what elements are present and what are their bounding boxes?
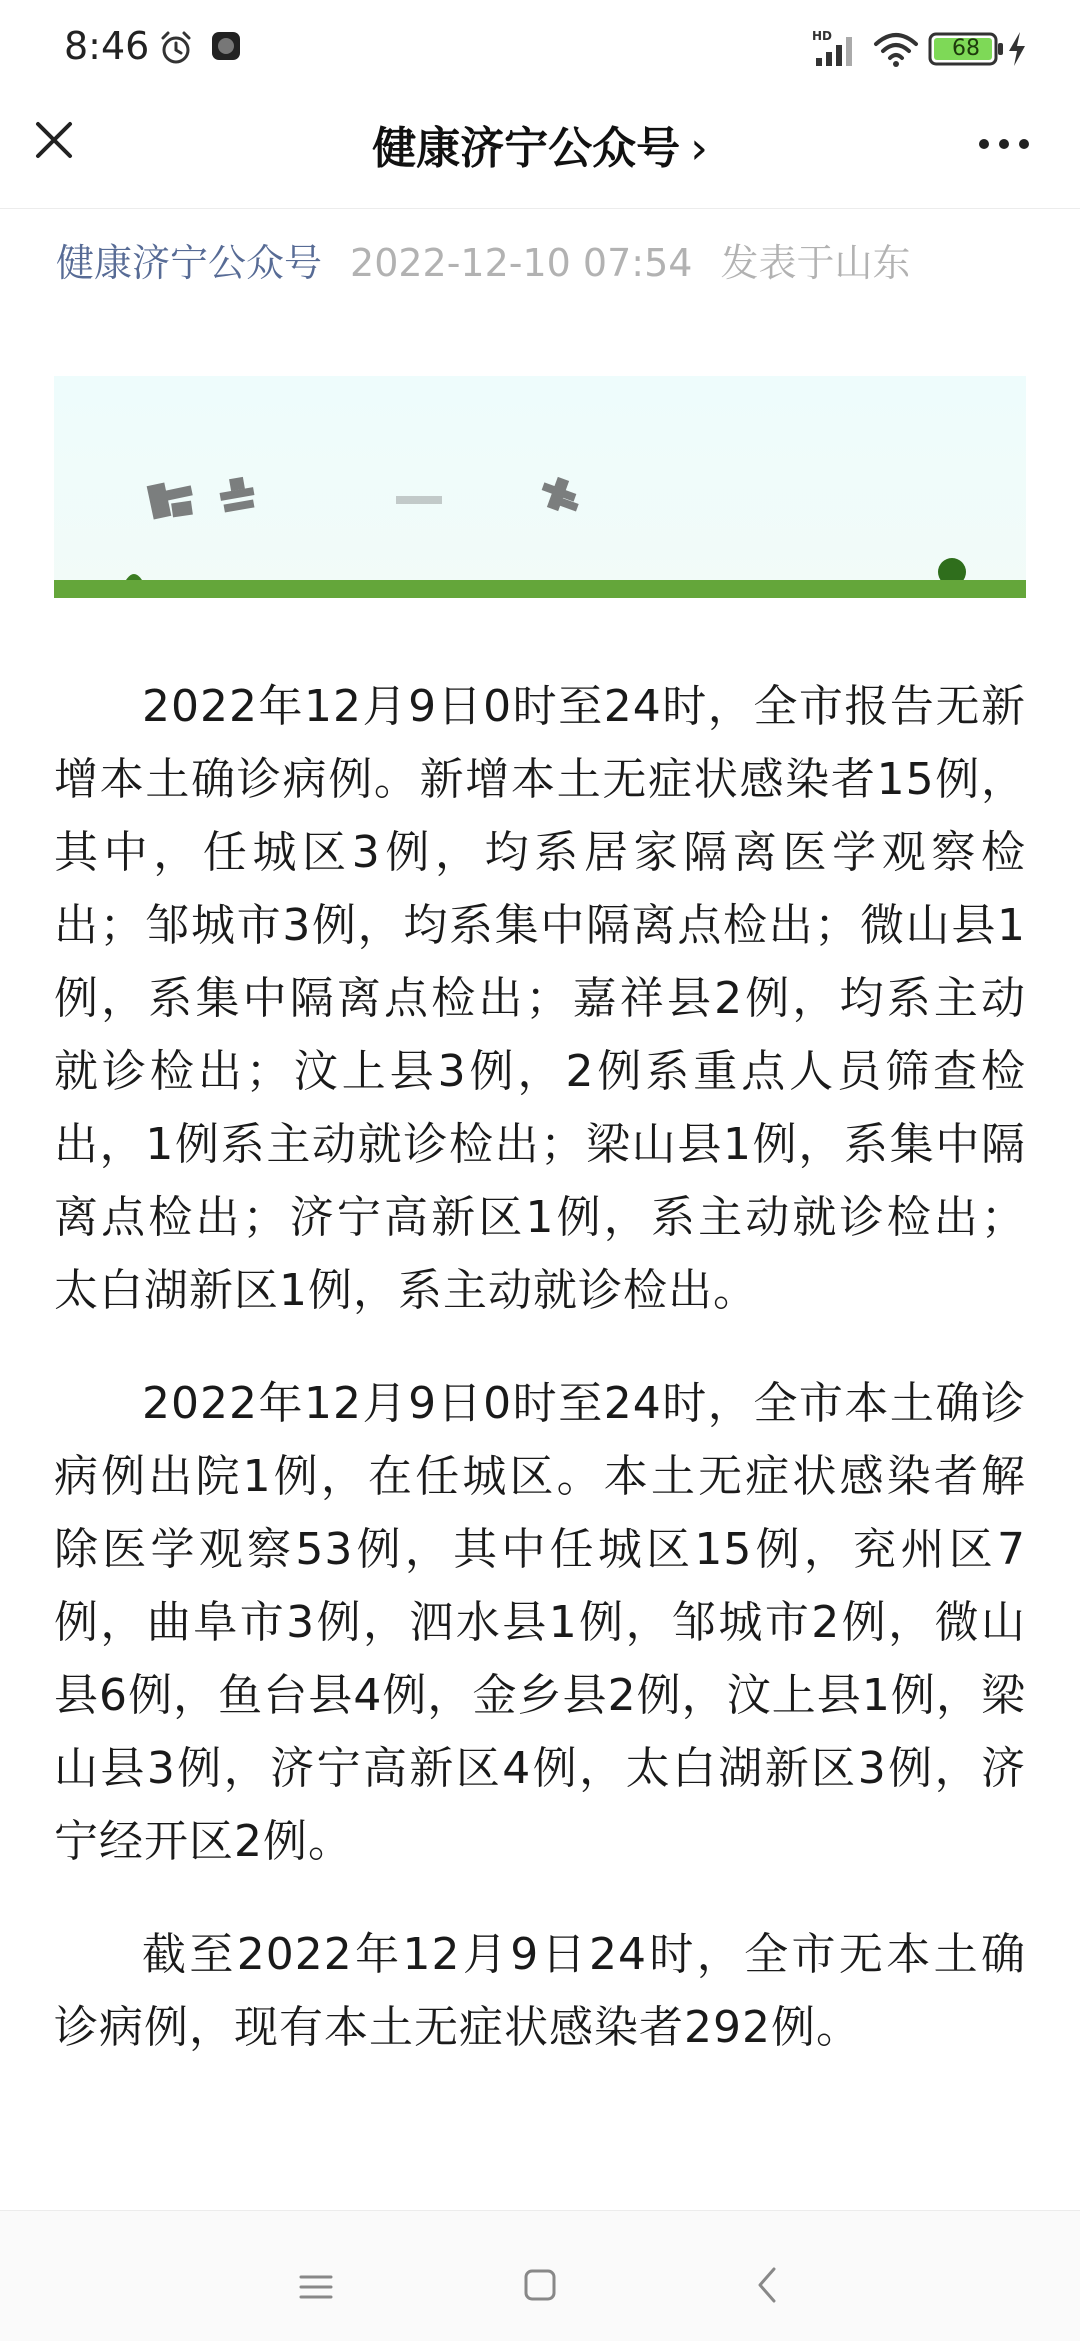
- nav-home-icon[interactable]: [522, 2267, 558, 2303]
- alarm-icon: [158, 30, 194, 66]
- article-paragraph: 2022年12月9日0时至24时，全市本土确诊病例出院1例，在任城区。本土无症状感染者解除医学观察53例，其中任城区15例，兖州区7例，曲阜市3例，泗水县1例，邹城市2例，微山县6例，鱼台县4例，金乡县2例，汶上县1例，梁山县3例，济宁高新区4例，太白湖新区3例，济宁经开区2例。: [54, 1378, 1026, 1867]
- status-bar: [0, 0, 1080, 96]
- article-meta: [56, 232, 910, 287]
- battery-level: 68: [952, 36, 980, 61]
- network-label: HD: [812, 29, 833, 43]
- banner-decoration: [54, 376, 1026, 598]
- article-body: [54, 670, 1026, 2104]
- article-paragraph: 2022年12月9日0时至24时，全市报告无新增本土确诊病例。新增本土无症状感染者15例，其中，任城区3例，均系居家隔离医学观察检出；邹城市3例，均系集中隔离点检出；微山县1例，系集中隔离点检出；嘉祥县2例，均系主动就诊检出；汶上县3例，2例系重点人员筛查检出，1例系主动就诊检出；梁山县1例，系集中隔离点检出；济宁高新区1例，系主动就诊检出；太白湖新区1例，系主动就诊检出。: [54, 681, 1026, 1316]
- signal-icon: [812, 28, 860, 68]
- app-dot-icon: [212, 32, 240, 60]
- charge-icon: [1006, 30, 1028, 68]
- nav-title: 健康济宁公众号: [372, 123, 681, 174]
- nav-menu-icon[interactable]: [298, 2273, 334, 2301]
- status-time: 8:46: [64, 24, 150, 68]
- publish-date: 2022-12-10 07:54: [350, 241, 693, 285]
- banner-image: [54, 376, 1026, 598]
- nav-back-icon[interactable]: [752, 2265, 782, 2305]
- banner-ground: [54, 580, 1026, 598]
- account-link[interactable]: 健康济宁公众号: [56, 241, 323, 285]
- wifi-icon: [872, 30, 920, 68]
- nav-title-link[interactable]: [0, 112, 1080, 176]
- system-navigation-bar: [0, 2210, 1080, 2341]
- more-icon[interactable]: [976, 136, 1032, 152]
- publish-location: 发表于山东: [720, 241, 911, 285]
- article-paragraph: 截至2022年12月9日24时，全市无本土确诊病例，现有本土无症状感染者292例。: [54, 1929, 1026, 2053]
- nav-bar: [0, 96, 1080, 209]
- chevron-right-icon: ›: [690, 123, 708, 174]
